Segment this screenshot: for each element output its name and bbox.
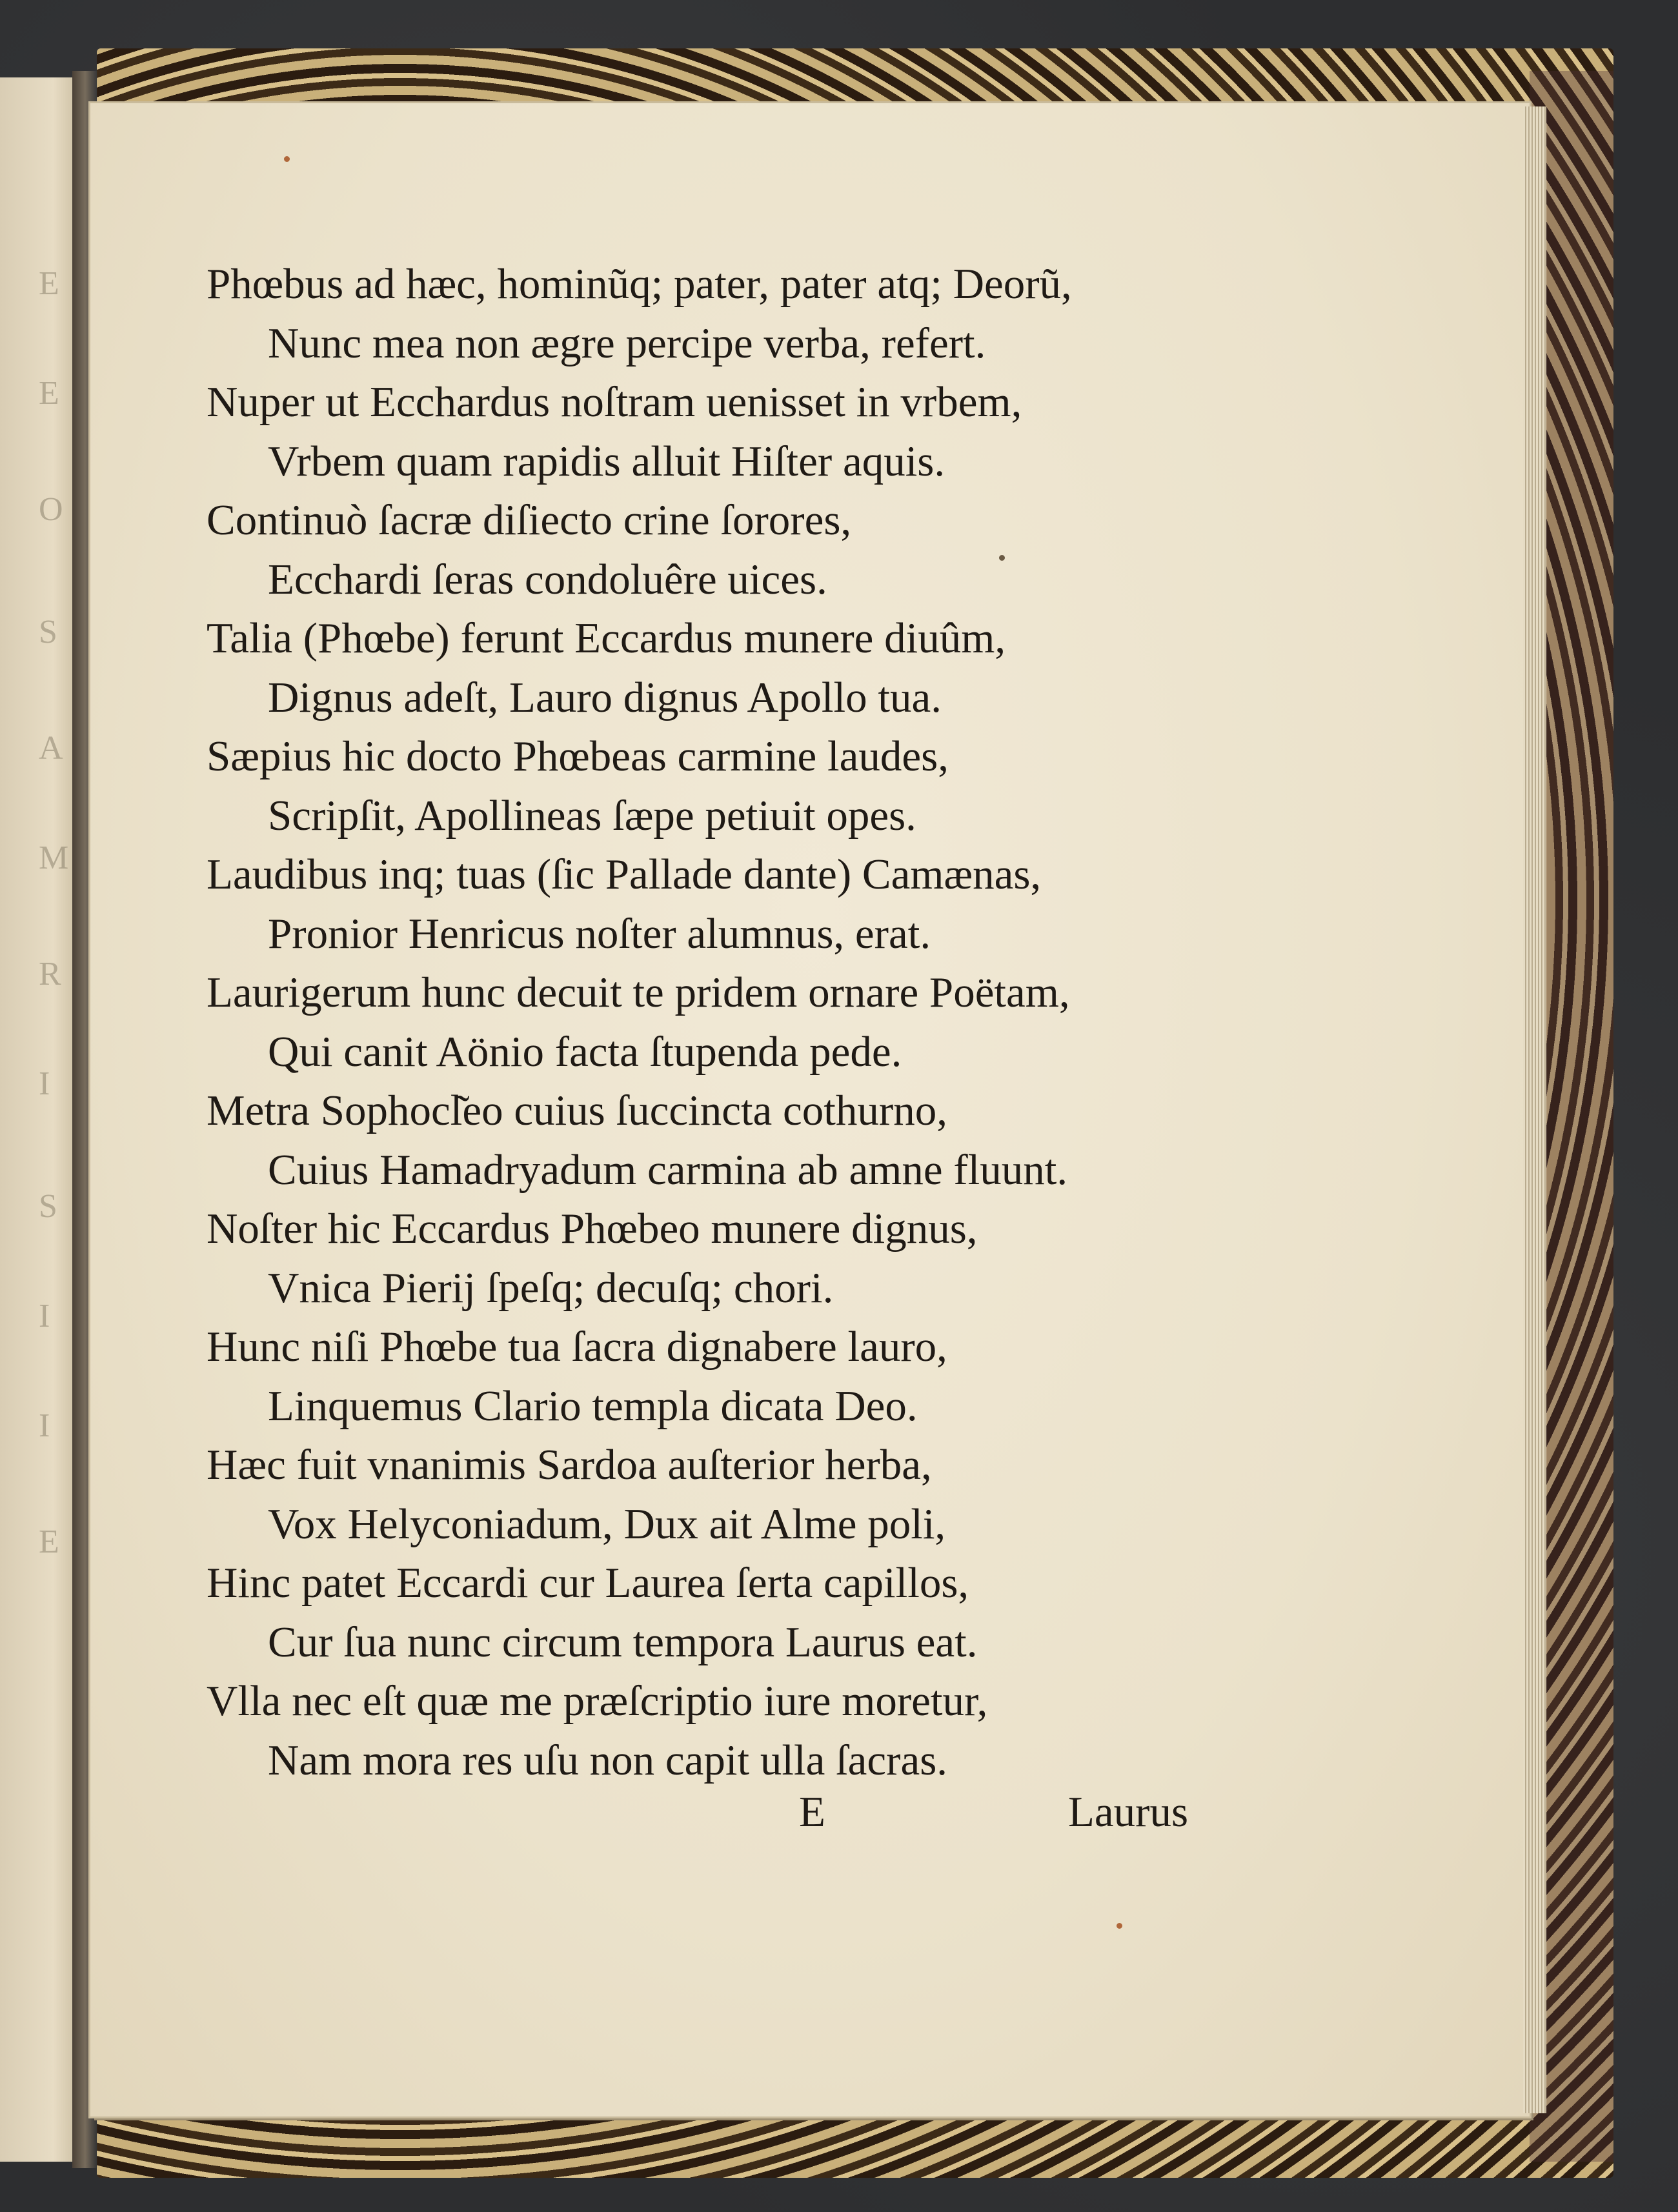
verse-line: Continuò ſacræ diſiecto crine ſorores, [207,496,852,544]
verse-line: Nunc mea non ægre percipe verba, refert. [268,319,986,367]
show-through-glyph: E [39,1523,59,1560]
verse-line: Metra Sophocl͂eo cuius ſuccincta cothurno, [207,1087,947,1134]
verse-line: Laurigerum hunc decuit te pridem ornare Poëtam, [207,969,1070,1016]
verse-line: Qui canit Aönio facta ſtupenda pede. [268,1027,902,1076]
catchword: Laurus [1068,1788,1189,1836]
page-edges [1523,106,1546,2113]
verse-line: Scripſit, Apollineas ſæpe petiuit opes. [268,791,916,840]
verse-line: Phœbus ad hæc, hominũq; pater, pater atq; Deorũ, [207,260,1072,308]
verse-line: Hæc fuit vnanimis Sardoa auſterior herba, [207,1441,932,1489]
verse-line: Vox Helyconiadum, Dux ait Alme poli, [268,1500,946,1548]
signature-mark: E [799,1788,825,1836]
verse-line: Laudibus inq; tuas (ſic Pallade dante) Camænas, [207,850,1042,898]
foxing-spot [999,555,1005,561]
show-through-glyph: I [39,1065,50,1102]
foxing-spot [1117,1923,1122,1929]
verse-line: Vnica Pierij ſpeſq; decuſq; chori. [268,1263,834,1312]
verse-line: Nam mora res uſu non capit ulla ſacras. [268,1736,948,1784]
verse-line: Vlla nec eſt quæ me præſcriptio iure moretur, [207,1677,988,1725]
verse-block [207,255,1304,1790]
foxing-spot [284,156,290,162]
show-through-glyph: S [39,1188,57,1225]
verse-line: Cur ſua nunc circum tempora Laurus eat. [268,1618,978,1666]
show-through-glyph: A [39,730,63,767]
show-through-glyph: M [39,840,69,876]
verse-line: Nuper ut Ecchardus noſtram uenisset in vrbem, [207,378,1022,426]
show-through-glyph: R [39,956,61,992]
show-through-glyph: I [39,1407,50,1444]
verse-line: Ecchardi ſeras condoluêre uices. [268,555,827,603]
show-through-glyph: I [39,1298,50,1334]
show-through-glyph: E [39,265,59,302]
verse-line: Talia (Phœbe) ferunt Eccardus munere diuûm, [207,614,1006,662]
verse-line: Linquemus Clario templa dicata Deo. [268,1382,918,1430]
show-through-glyph: O [39,491,63,528]
verse-line: Hinc patet Eccardi cur Laurea ſerta capillos, [207,1559,969,1607]
verse-line: Cuius Hamadryadum carmina ab amne fluunt. [268,1145,1068,1194]
verse-line: Dignus adeſt, Lauro dignus Apollo tua. [268,673,942,721]
verse-line: Pronior Henricus noſter alumnus, erat. [268,909,931,958]
verse-line: Noſter hic Eccardus Phœbeo munere dignus, [207,1205,978,1252]
verse-line: Sæpius hic docto Phœbeas carmine laudes, [207,732,949,780]
verse-line: Hunc niſi Phœbe tua ſacra dignabere lauro, [207,1323,947,1371]
show-through-glyph: S [39,614,57,650]
verse-line: Vrbem quam rapidis alluit Hiſter aquis. [268,437,945,485]
show-through-glyph: E [39,375,59,412]
facing-page-left [0,77,78,2162]
